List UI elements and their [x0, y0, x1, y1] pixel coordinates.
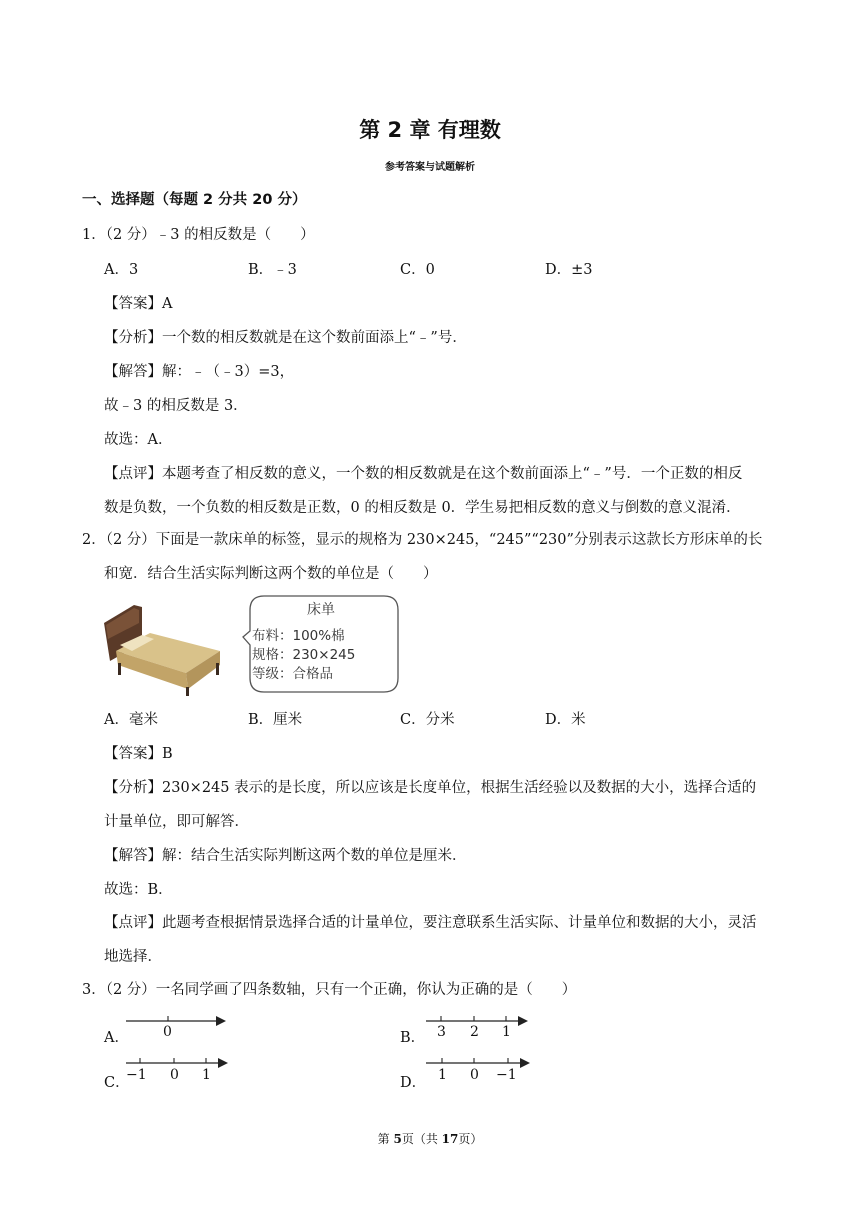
number-line-a-label-0: 0: [163, 1024, 172, 1040]
label-line-1: 布料：100%棉: [252, 628, 345, 644]
q2-option-d: D．米: [545, 712, 586, 728]
q1-option-d: D．±3: [545, 262, 593, 278]
q1-stem: 1．（2 分）﹣3 的相反数是（ ）: [82, 227, 315, 243]
q1-choice: 故选：A．: [104, 432, 173, 448]
q1-answer: 【答案】A: [104, 296, 173, 312]
bed-icon: [102, 593, 227, 698]
number-line-c-label-0: 0: [170, 1067, 179, 1083]
footer-middle: 页（共: [401, 1132, 442, 1146]
label-line-2: 规格：230×245: [252, 647, 356, 663]
q1-solution-2: 故﹣3 的相反数是 3．: [104, 398, 248, 414]
number-line-c-label-neg1: −1: [126, 1067, 147, 1083]
q1-solution: 【解答】解：﹣（﹣3）=3，: [104, 364, 295, 380]
q2-stem-2: 和宽．结合生活实际判断这两个数的单位是（ ）: [104, 566, 438, 582]
q1-option-b: B．﹣3: [248, 262, 297, 278]
q1-option-c: C．0: [400, 262, 435, 278]
q2-comment-2: 地选择．: [104, 949, 162, 965]
bed-label-figure: [102, 593, 402, 698]
q1-comment-2: 数是负数，一个负数的相反数是正数，0 的相反数是 0．学生易把相反数的意义与倒数的意义混淆．: [104, 500, 741, 516]
q3-option-a-letter: A．: [104, 1030, 129, 1046]
number-line-d-label-1: 1: [438, 1067, 447, 1083]
footer-page-number: 5: [393, 1132, 402, 1146]
q2-analysis-1: 【分析】230×245 表示的是长度，所以应该是长度单位，根据生活经验以及数据的大小，选择合适的: [104, 780, 757, 796]
q3-option-c-letter: C．: [104, 1075, 130, 1091]
q3-stem: 3．（2 分）一名同学画了四条数轴，只有一个正确，你认为正确的是（ ）: [82, 982, 577, 998]
q1-analysis: 【分析】一个数的相反数就是在这个数前面添上“﹣”号．: [104, 330, 467, 346]
page-title: 第 2 章 有理数: [359, 118, 501, 142]
q3-option-d-letter: D．: [400, 1075, 427, 1091]
q2-stem-1: 2．（2 分）下面是一款床单的标签，显示的规格为 230×245，“245”“230”分别表示这款长方形床单的长: [82, 532, 763, 548]
number-line-b-label-3: 3: [437, 1024, 446, 1040]
q3-option-b-letter: B．: [400, 1030, 426, 1046]
q2-analysis-2: 计量单位，即可解答．: [104, 814, 249, 830]
number-line-d-label-0: 0: [470, 1067, 479, 1083]
section-heading: 一、选择题（每题 2 分共 20 分）: [82, 192, 307, 208]
label-line-3: 等级：合格品: [252, 666, 333, 682]
number-line-a: [124, 1010, 234, 1040]
q2-option-a: A．毫米: [104, 712, 158, 728]
q1-option-a: A．3: [104, 262, 139, 278]
q2-comment-1: 【点评】此题考查根据情景选择合适的计量单位，要注意联系生活实际、计量单位和数据的大小，灵活: [104, 915, 757, 931]
number-line-d-label-neg1: −1: [496, 1067, 517, 1083]
q2-answer: 【答案】B: [104, 746, 173, 762]
number-line-b-label-2: 2: [470, 1024, 479, 1040]
q2-option-c: C．分米: [400, 712, 455, 728]
q2-option-b: B．厘米: [248, 712, 303, 728]
number-line-c-label-1: 1: [202, 1067, 211, 1083]
page-footer: [0, 1130, 860, 1147]
q1-comment-1: 【点评】本题考查了相反数的意义，一个数的相反数就是在这个数前面添上“﹣”号．一个正数的相反: [104, 466, 743, 482]
q2-solution: 【解答】解：结合生活实际判断这两个数的单位是厘米．: [104, 848, 467, 864]
number-line-b-label-1: 1: [502, 1024, 511, 1040]
q2-choice: 故选：B．: [104, 882, 173, 898]
page-subtitle: 参考答案与试题解析: [385, 162, 475, 173]
label-title: 床单: [307, 602, 335, 618]
footer-prefix: 第: [377, 1132, 394, 1146]
footer-suffix: 页）: [458, 1132, 483, 1146]
footer-total-pages: 17: [441, 1132, 459, 1146]
